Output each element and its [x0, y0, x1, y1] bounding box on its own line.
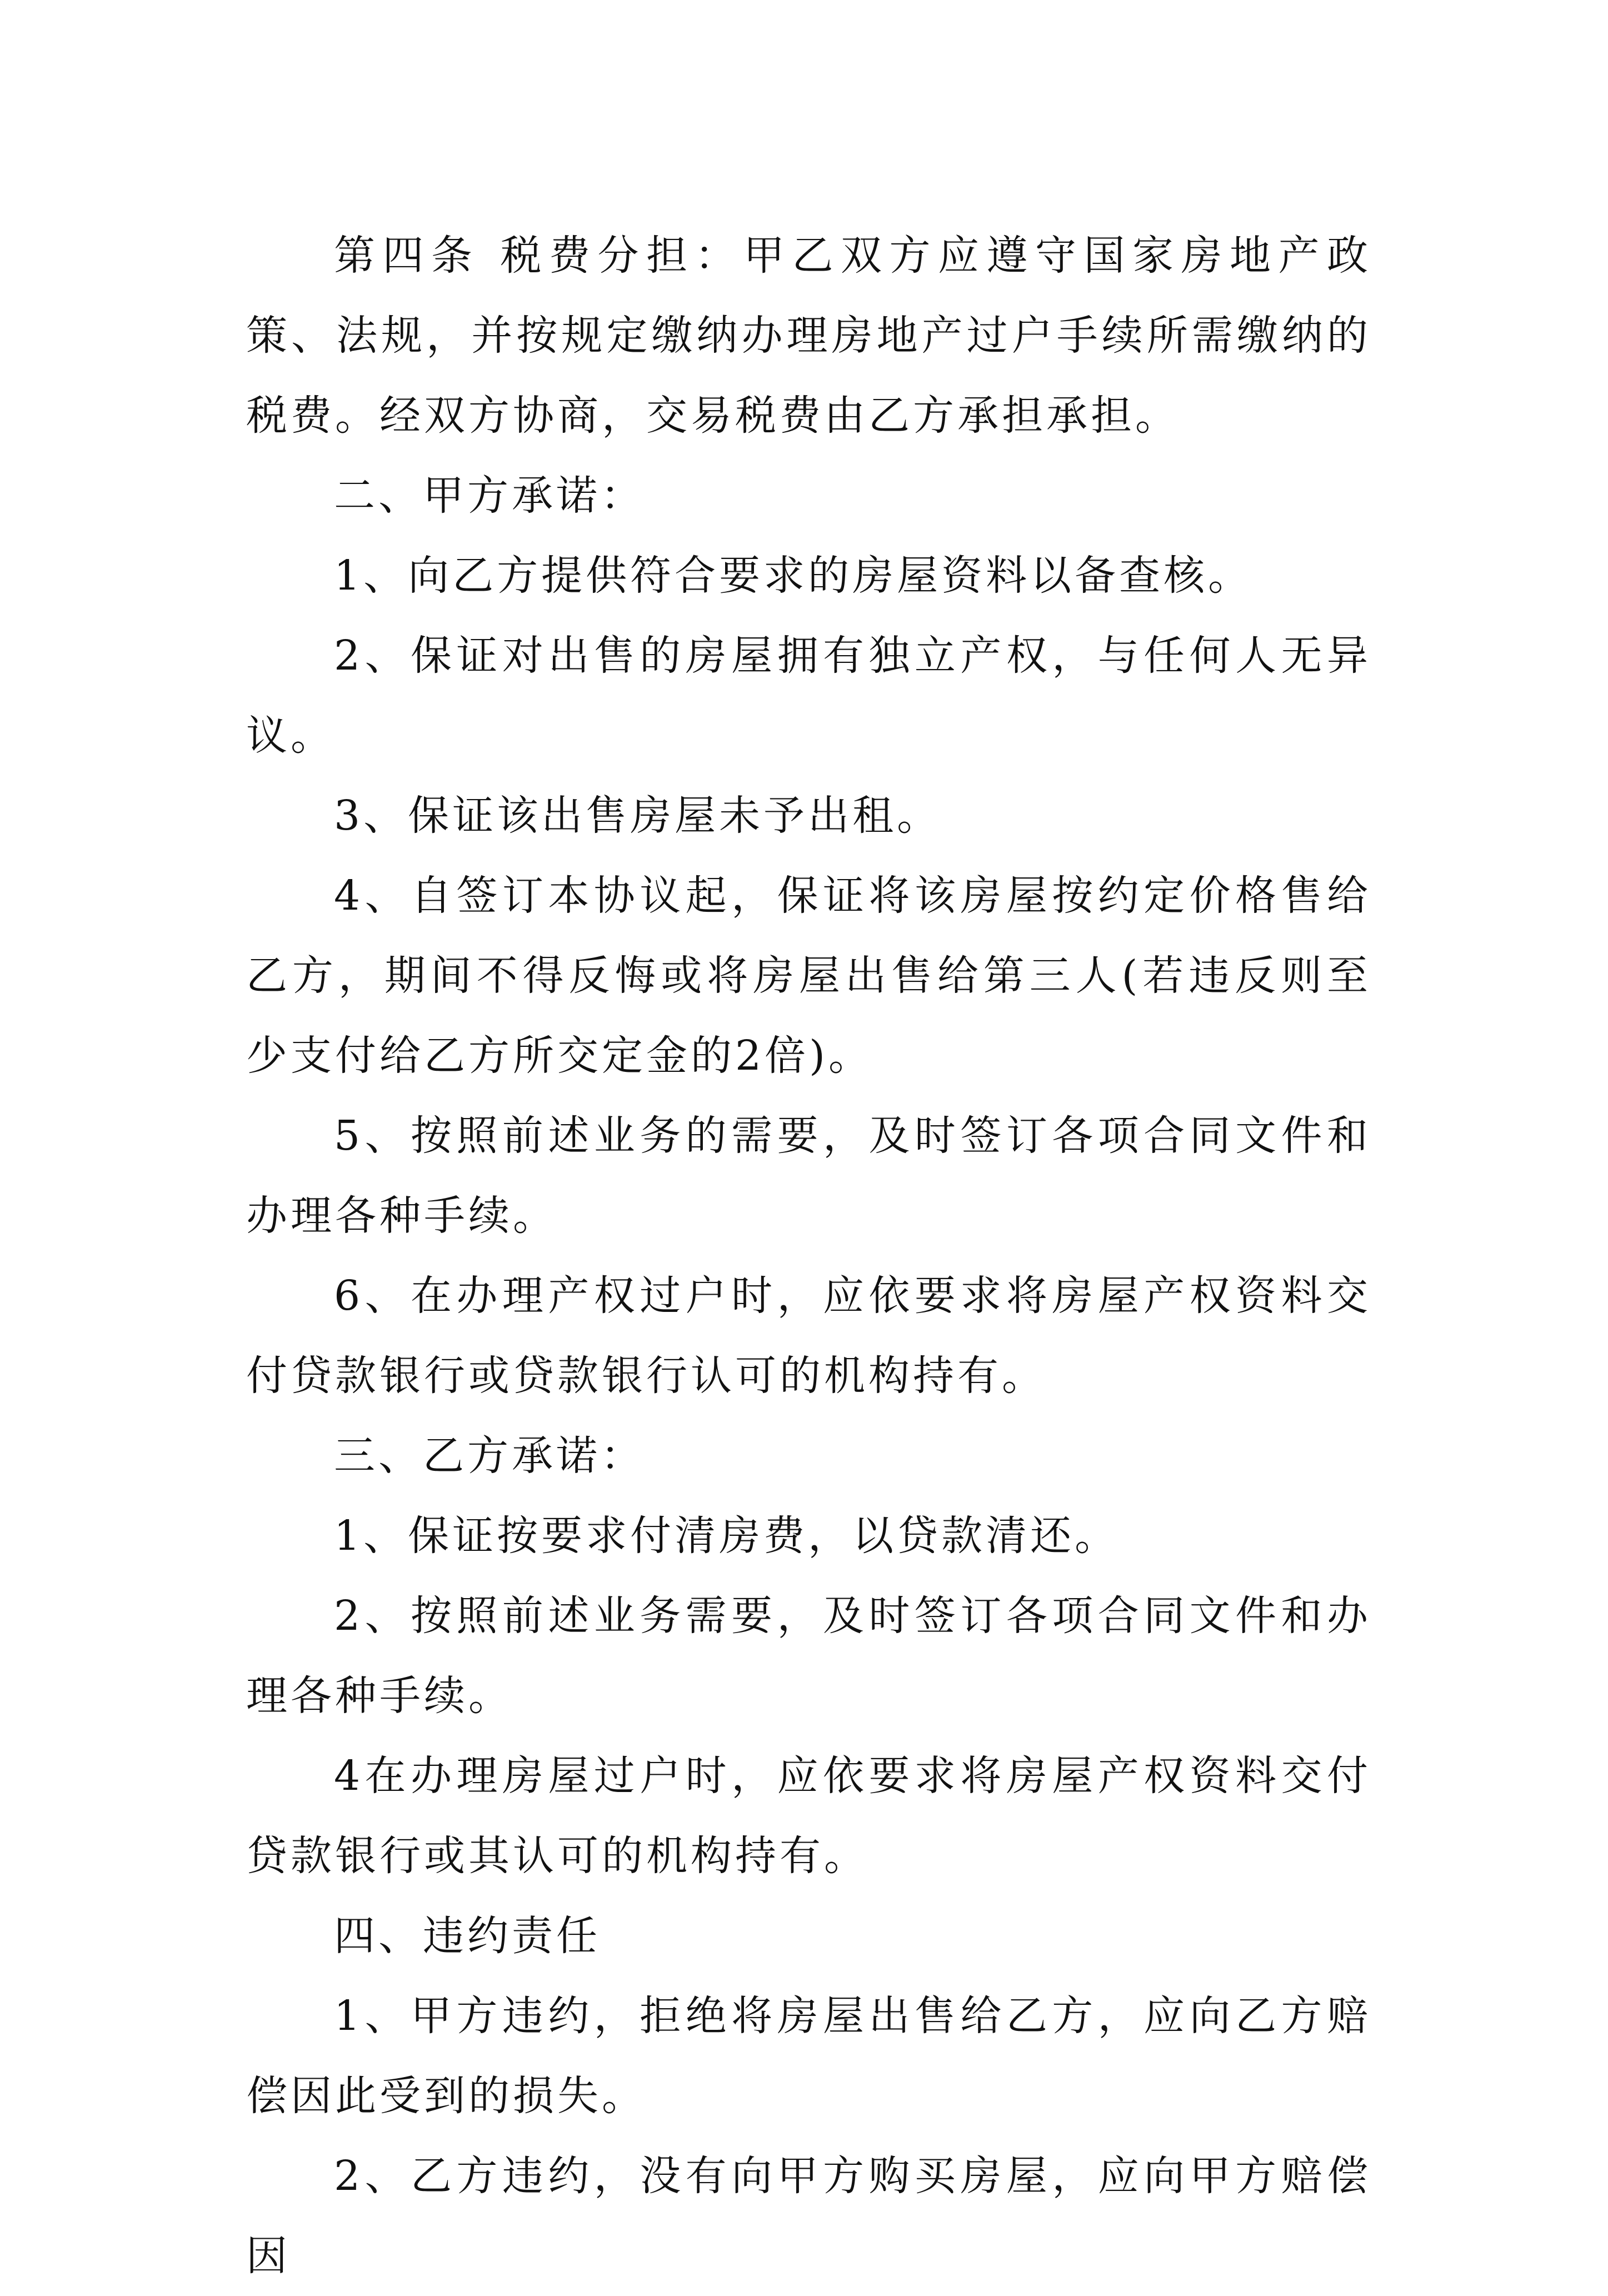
party-a-item-6: 6、在办理产权过户时，应依要求将房屋产权资料交付贷款银行或贷款银行认可的机构持有。 — [246, 1272, 1371, 1400]
party-b-item-4: 4在办理房屋过户时，应依要求将房屋产权资料交付贷款银行或其认可的机构持有。 — [246, 1752, 1371, 1880]
party-a-item-1: 1、向乙方提供符合要求的房屋资料以备查核。 — [334, 552, 1253, 600]
party-a-item-2: 2、保证对出售的房屋拥有独立产权，与任何人无异议。 — [246, 632, 1371, 760]
breach-item-1: 1、甲方违约，拒绝将房屋出售给乙方，应向乙方赔偿因此受到的损失。 — [246, 1992, 1371, 2120]
party-b-item-2: 2、按照前述业务需要，及时签订各项合同文件和办理各种手续。 — [246, 1592, 1371, 1720]
party-b-item-1: 1、保证按要求付清房费，以贷款清还。 — [334, 1512, 1120, 1560]
section-heading-breach-liability: 四、违约责任 — [334, 1912, 601, 1960]
document-body — [246, 216, 1371, 2296]
clause-tax-sharing: 第四条 税费分担：甲乙双方应遵守国家房地产政策、法规，并按规定缴纳办理房地产过户手续所需缴纳的税费。经双方协商，交易税费由乙方承担承担。 — [246, 232, 1371, 440]
breach-item-2: 2、乙方违约，没有向甲方购买房屋，应向甲方赔偿因 — [246, 2152, 1371, 2280]
party-a-item-4: 4、自签订本协议起，保证将该房屋按约定价格售给乙方，期间不得反悔或将房屋出售给第三人(若违反则至少支付给乙方所交定金的2倍)。 — [246, 872, 1371, 1080]
section-heading-party-a-promises: 二、甲方承诺： — [334, 472, 645, 520]
section-heading-party-b-promises: 三、乙方承诺： — [334, 1432, 645, 1480]
party-a-item-5: 5、按照前述业务的需要，及时签订各项合同文件和办理各种手续。 — [246, 1112, 1371, 1240]
party-a-item-3: 3、保证该出售房屋未予出租。 — [334, 792, 942, 840]
